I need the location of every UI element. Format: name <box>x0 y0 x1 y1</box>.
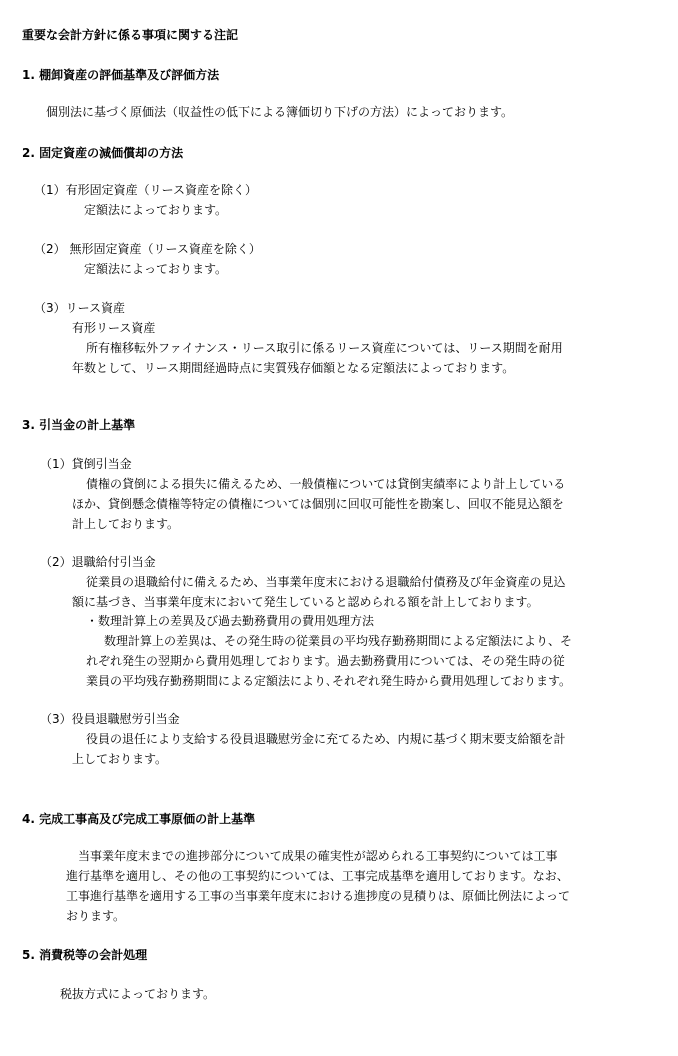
section-2-item-1-body: 定額法によっております。 <box>84 203 228 217</box>
section-4-heading: 4. 完成工事高及び完成工事原価の計上基準 <box>22 812 256 826</box>
section-2-item-3-body-line-2: 年数として、リース期間経過時点に実質残存価額となる定額法によっております。 <box>72 361 515 375</box>
section-3-item-3-line-2: 上しております。 <box>72 752 168 766</box>
section-3-item-1-line-2: ほか、貸倒懸念債権等特定の債権については個別に回収可能性を勘案し、回収不能見込額を <box>72 497 564 511</box>
section-1-heading: 1. 棚卸資産の評価基準及び評価方法 <box>22 68 220 82</box>
section-2-item-3-subtitle: 有形リース資産 <box>72 321 156 335</box>
section-3-item-2-bullet-line-3: 業員の平均残存勤務期間による定額法により､それぞれ発生時から費用処理しております。 <box>86 674 572 688</box>
section-2-heading: 2. 固定資産の減価償却の方法 <box>22 146 184 160</box>
section-3-item-2-bullet-line-1: 数理計算上の差異は、その発生時の従業員の平均残存勤務期間による定額法により、そ <box>104 634 573 648</box>
section-3-item-3-title: （3）役員退職慰労引当金 <box>40 712 180 726</box>
section-4-line-3: 工事進行基準を適用する工事の当事業年度末における進捗度の見積りは、原価比例法によって <box>66 889 571 903</box>
section-4-line-1: 当事業年度末までの進捗部分について成果の確実性が認められる工事契約については工事 <box>78 849 558 863</box>
section-1-body: 個別法に基づく原価法（収益性の低下による簿価切り下げの方法）によっております。 <box>46 105 514 119</box>
section-2-item-2-body: 定額法によっております。 <box>84 262 228 276</box>
section-3-item-2-line-2: 額に基づき、当事業年度末において発生していると認められる額を計上しております。 <box>72 595 539 609</box>
section-4-line-2: 進行基準を適用し、その他の工事契約については、工事完成基準を適用しております。なお、 <box>66 869 569 883</box>
section-2-item-1-title: （1）有形固定資産（リース資産を除く） <box>34 183 258 197</box>
section-2-item-2-title: （2） 無形固定資産（リース資産を除く） <box>34 242 261 256</box>
section-3-item-1-line-3: 計上しております。 <box>72 517 180 531</box>
section-3-item-2-title: （2）退職給付引当金 <box>40 555 156 569</box>
section-3-item-1-line-1: 債権の貸倒による損失に備えるため、一般債権については貸倒実績率により計上している <box>86 477 566 491</box>
section-3-item-3-line-1: 役員の退任により支給する役員退職慰労金に充てるため、内規に基づく期末要支給額を計 <box>86 732 566 746</box>
section-4-line-4: おります。 <box>66 909 126 923</box>
section-2-item-3-title: （3）リース資産 <box>34 301 126 315</box>
section-3-item-1-title: （1）貸倒引当金 <box>40 457 132 471</box>
section-5-heading: 5. 消費税等の会計処理 <box>22 948 148 962</box>
section-3-item-2-line-1: 従業員の退職給付に備えるため、当事業年度末における退職給付債務及び年金資産の見込 <box>86 575 566 589</box>
section-3-heading: 3. 引当金の計上基準 <box>22 418 136 432</box>
section-2-item-3-body-line-1: 所有権移転外ファイナンス・リース取引に係るリース資産については、リース期間を耐用 <box>86 341 563 355</box>
section-5-body: 税抜方式によっております。 <box>60 987 216 1001</box>
section-3-item-2-bullet-line-2: れぞれ発生の翌期から費用処理しております。過去勤務費用については、その発生時の従 <box>86 654 565 668</box>
document-title: 重要な会計方針に係る事項に関する注記 <box>22 28 239 42</box>
section-3-item-2-bullet: ・数理計算上の差異及び過去勤務費用の費用処理方法 <box>86 614 375 628</box>
